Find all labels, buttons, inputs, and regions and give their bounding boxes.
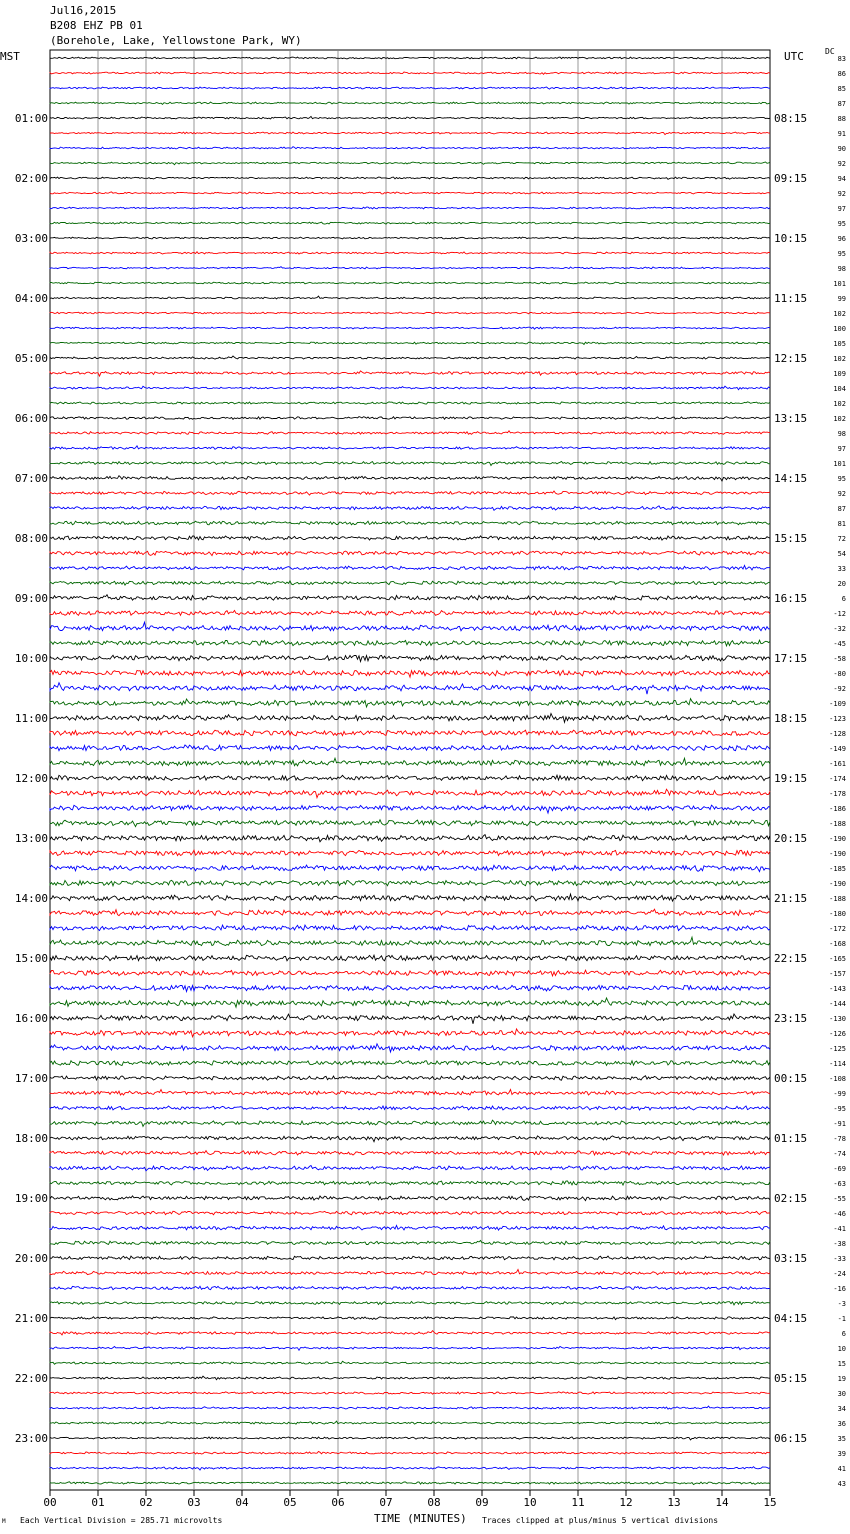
station-location: (Borehole, Lake, Yellowstone Park, WY) <box>50 34 302 47</box>
mst-hour-label: 18:00 <box>14 1132 48 1145</box>
mst-hour-label: 12:00 <box>14 772 48 785</box>
seismic-trace <box>50 1211 770 1215</box>
x-tick-label: 12 <box>619 1496 633 1509</box>
seismic-trace <box>50 462 770 466</box>
mst-hour-label: 13:00 <box>14 832 48 845</box>
utc-hour-label: 02:15 <box>774 1192 808 1205</box>
seismic-trace <box>50 1181 770 1185</box>
x-tick-label: 15 <box>763 1496 777 1509</box>
seismic-trace <box>50 758 770 766</box>
dc-offset-label: 109 <box>833 370 846 378</box>
dc-offset-label: 101 <box>833 280 846 288</box>
seismic-trace <box>50 699 770 707</box>
dc-label: DC <box>825 47 835 56</box>
mst-hour-label: 09:00 <box>14 592 48 605</box>
dc-offset-label: 105 <box>833 340 846 348</box>
seismic-trace <box>50 342 770 344</box>
mst-hour-label: 20:00 <box>14 1252 48 1265</box>
seismic-trace <box>50 1256 770 1260</box>
dc-offset-label: 72 <box>837 535 846 543</box>
corner-mark: M <box>2 1518 6 1525</box>
utc-hour-label: 18:15 <box>774 712 808 725</box>
dc-offset-label: -24 <box>833 1270 846 1278</box>
dc-offset-label: 94 <box>837 175 846 183</box>
seismic-trace <box>50 937 770 945</box>
seismic-trace <box>50 1225 770 1230</box>
seismic-trace <box>50 865 770 872</box>
seismic-trace <box>50 222 770 224</box>
dc-offset-label: -45 <box>833 640 846 648</box>
seismic-trace <box>50 1044 770 1052</box>
dc-offset-label: 99 <box>837 295 846 303</box>
seismic-trace <box>50 386 770 390</box>
dc-offset-label: -157 <box>829 970 846 978</box>
mst-hour-label: 02:00 <box>14 172 48 185</box>
dc-offset-label: -33 <box>833 1255 846 1263</box>
seismic-trace <box>50 835 770 842</box>
mst-hour-label: 10:00 <box>14 652 48 665</box>
dc-offset-label: -168 <box>829 940 846 948</box>
dc-offset-label: -95 <box>833 1105 846 1113</box>
seismic-trace <box>50 237 770 239</box>
seismic-trace <box>50 1361 770 1364</box>
dc-offset-label: 104 <box>833 385 846 393</box>
dc-offset-label: -188 <box>829 895 846 903</box>
seismic-trace <box>50 102 770 104</box>
seismic-trace <box>50 745 770 751</box>
seismic-trace <box>50 1452 770 1455</box>
mst-hour-label: 07:00 <box>14 472 48 485</box>
dc-offset-label: 102 <box>833 310 846 318</box>
utc-hour-label: 05:15 <box>774 1372 808 1385</box>
dc-offset-label: -109 <box>829 700 846 708</box>
x-tick-label: 10 <box>523 1496 537 1509</box>
mst-hour-label: 05:00 <box>14 352 48 365</box>
utc-hour-label: 17:15 <box>774 652 808 665</box>
x-tick-label: 13 <box>667 1496 681 1509</box>
dc-offset-label: -55 <box>833 1195 846 1203</box>
dc-offset-label: 43 <box>837 1480 846 1488</box>
utc-hour-label: 23:15 <box>774 1012 808 1025</box>
dc-offset-label: 20 <box>837 580 846 588</box>
dc-offset-label: 92 <box>837 160 846 168</box>
seismic-trace <box>50 192 770 194</box>
dc-offset-label: 87 <box>837 505 846 513</box>
dc-offset-label: -143 <box>829 985 846 993</box>
dc-offset-label: 98 <box>837 265 846 273</box>
dc-offset-label: 54 <box>837 550 846 558</box>
seismic-trace <box>50 1406 770 1409</box>
dc-offset-label: -16 <box>833 1285 846 1293</box>
x-tick-label: 07 <box>379 1496 393 1509</box>
dc-offset-label: -174 <box>829 775 846 783</box>
seismic-trace <box>50 1151 770 1155</box>
dc-offset-label: 102 <box>833 400 846 408</box>
x-tick-label: 09 <box>475 1496 489 1509</box>
utc-hour-label: 03:15 <box>774 1252 808 1265</box>
seismic-trace <box>50 1014 770 1024</box>
dc-offset-label: 100 <box>833 325 846 333</box>
seismic-trace <box>50 683 770 695</box>
utc-hour-label: 14:15 <box>774 472 808 485</box>
seismic-trace <box>50 880 770 886</box>
dc-offset-label: -165 <box>829 955 846 963</box>
seismic-trace <box>50 820 770 827</box>
utc-hour-label: 22:15 <box>774 952 808 965</box>
dc-offset-label: -69 <box>833 1165 846 1173</box>
dc-offset-label: 15 <box>837 1360 846 1368</box>
mst-hour-label: 23:00 <box>14 1432 48 1445</box>
seismic-trace <box>50 805 770 813</box>
dc-offset-label: 98 <box>837 430 846 438</box>
seismic-trace <box>50 282 770 284</box>
seismic-trace <box>50 595 770 600</box>
utc-hour-label: 01:15 <box>774 1132 808 1145</box>
seismic-trace <box>50 506 770 510</box>
seismic-trace <box>50 1421 770 1424</box>
dc-offset-label: -161 <box>829 760 846 768</box>
dc-offset-label: 87 <box>837 100 846 108</box>
dc-offset-label: 95 <box>837 475 846 483</box>
seismic-trace <box>50 1286 770 1289</box>
mst-hour-label: 01:00 <box>14 112 48 125</box>
seismic-trace <box>50 622 770 631</box>
mst-hour-label: 15:00 <box>14 952 48 965</box>
dc-offset-label: 102 <box>833 355 846 363</box>
seismic-trace <box>50 1060 770 1065</box>
seismic-trace <box>50 312 770 314</box>
seismic-trace <box>50 252 770 254</box>
seismic-trace <box>50 789 770 798</box>
dc-offset-label: -180 <box>829 910 846 918</box>
seismic-trace <box>50 1331 770 1335</box>
mst-hour-label: 22:00 <box>14 1372 48 1385</box>
x-tick-label: 14 <box>715 1496 729 1509</box>
utc-hour-label: 15:15 <box>774 532 808 545</box>
utc-hour-label: 09:15 <box>774 172 808 185</box>
dc-offset-label: -186 <box>829 805 846 813</box>
dc-offset-label: -123 <box>829 715 846 723</box>
dc-offset-label: 35 <box>837 1435 846 1443</box>
utc-hour-label: 11:15 <box>774 292 808 305</box>
seismic-trace <box>50 1392 770 1394</box>
seismic-trace <box>50 296 770 299</box>
seismic-trace <box>50 1376 770 1380</box>
seismic-trace <box>50 356 770 359</box>
seismic-trace <box>50 894 770 901</box>
seismic-trace <box>50 1090 770 1096</box>
seismic-trace <box>50 1029 770 1037</box>
dc-offset-label: -80 <box>833 670 846 678</box>
dc-offset-label: -99 <box>833 1090 846 1098</box>
seismic-trace <box>50 955 770 961</box>
utc-hour-label: 21:15 <box>774 892 808 905</box>
x-tick-label: 03 <box>187 1496 201 1509</box>
dc-offset-label: 92 <box>837 190 846 198</box>
x-tick-label: 04 <box>235 1496 249 1509</box>
dc-offset-label: 19 <box>837 1375 846 1383</box>
dc-offset-label: 91 <box>837 130 846 138</box>
dc-offset-label: -92 <box>833 685 846 693</box>
x-tick-label: 00 <box>43 1496 57 1509</box>
utc-hour-label: 19:15 <box>774 772 808 785</box>
dc-offset-label: -63 <box>833 1180 846 1188</box>
seismic-trace <box>50 998 770 1007</box>
dc-offset-label: 95 <box>837 250 846 258</box>
seismic-trace <box>50 371 770 376</box>
scale-note: Each Vertical Division = 285.71 microvolts <box>20 1516 223 1525</box>
seismic-trace <box>50 1270 770 1275</box>
dc-offset-label: 86 <box>837 70 846 78</box>
dc-offset-label: -1 <box>837 1315 846 1323</box>
seismic-trace <box>50 1166 770 1171</box>
dc-offset-label: 95 <box>837 220 846 228</box>
utc-hour-label: 12:15 <box>774 352 808 365</box>
dc-offset-label: 97 <box>837 205 846 213</box>
dc-offset-label: -114 <box>829 1060 846 1068</box>
dc-offset-label: -188 <box>829 820 846 828</box>
x-tick-label: 06 <box>331 1496 345 1509</box>
seismic-trace <box>50 655 770 661</box>
dc-offset-label: -3 <box>837 1300 846 1308</box>
utc-hour-label: 10:15 <box>774 232 808 245</box>
seismic-trace <box>50 640 770 646</box>
seismic-trace <box>50 491 770 495</box>
dc-offset-label: -125 <box>829 1045 846 1053</box>
seismic-trace <box>50 446 770 450</box>
seismic-trace <box>50 730 770 736</box>
dc-offset-label: -91 <box>833 1120 846 1128</box>
mst-hour-label: 04:00 <box>14 292 48 305</box>
seismic-trace <box>50 132 770 135</box>
station-code: B208 EHZ PB 01 <box>50 19 143 32</box>
dc-offset-label: -74 <box>833 1150 846 1158</box>
seismic-trace <box>50 1467 770 1470</box>
dc-offset-label: 10 <box>837 1345 846 1353</box>
seismic-trace <box>50 1302 770 1305</box>
mst-hour-label: 21:00 <box>14 1312 48 1325</box>
dc-offset-label: -78 <box>833 1135 846 1143</box>
seismic-trace <box>50 714 770 723</box>
dc-offset-label: 96 <box>837 235 846 243</box>
seismic-trace <box>50 116 770 119</box>
dc-offset-label: -190 <box>829 880 846 888</box>
utc-hour-label: 00:15 <box>774 1072 808 1085</box>
dc-offset-label: 6 <box>841 1330 846 1338</box>
dc-offset-label: -12 <box>833 610 846 618</box>
left-axis-title: MST <box>0 50 20 63</box>
x-tick-label: 08 <box>427 1496 441 1509</box>
dc-offset-label: -41 <box>833 1225 846 1233</box>
seismic-trace <box>50 417 770 420</box>
dc-offset-label: 30 <box>837 1390 846 1398</box>
dc-offset-label: -172 <box>829 925 846 933</box>
seismic-trace <box>50 267 770 269</box>
seismic-trace <box>50 1120 770 1126</box>
seismic-trace <box>50 72 770 74</box>
chart-date: Jul16,2015 <box>50 4 117 17</box>
seismic-trace <box>50 970 770 976</box>
dc-offset-label: -108 <box>829 1075 846 1083</box>
seismic-trace <box>50 985 770 991</box>
dc-offset-label: 83 <box>837 55 846 63</box>
seismic-trace <box>50 402 770 404</box>
dc-offset-label: -126 <box>829 1030 846 1038</box>
dc-offset-label: 81 <box>837 520 846 528</box>
seismic-trace <box>50 476 770 481</box>
seismic-trace <box>50 551 770 556</box>
mst-hour-label: 03:00 <box>14 232 48 245</box>
seismic-trace <box>50 431 770 435</box>
mst-hour-label: 11:00 <box>14 712 48 725</box>
seismic-trace <box>50 1437 770 1440</box>
seismic-trace <box>50 87 770 89</box>
seismic-trace <box>50 1241 770 1245</box>
seismic-trace <box>50 925 770 931</box>
utc-hour-label: 04:15 <box>774 1312 808 1325</box>
dc-offset-label: -130 <box>829 1015 846 1023</box>
utc-hour-label: 13:15 <box>774 412 808 425</box>
seismic-trace <box>50 775 770 780</box>
seismic-trace <box>50 909 770 915</box>
seismic-trace <box>50 521 770 525</box>
seismic-trace <box>50 850 770 855</box>
dc-offset-label: 97 <box>837 445 846 453</box>
x-tick-label: 05 <box>283 1496 297 1509</box>
dc-offset-label: 90 <box>837 145 846 153</box>
seismic-trace <box>50 207 770 209</box>
dc-offset-label: 92 <box>837 490 846 498</box>
seismic-trace <box>50 57 770 59</box>
seismic-trace <box>50 1346 770 1350</box>
dc-offset-label: -149 <box>829 745 846 753</box>
dc-offset-label: -190 <box>829 835 846 843</box>
seismic-trace <box>50 565 770 570</box>
seismic-trace <box>50 1136 770 1142</box>
dc-offset-label: 34 <box>837 1405 846 1413</box>
clip-note: Traces clipped at plus/minus 5 vertical divisions <box>482 1516 719 1525</box>
dc-offset-label: 41 <box>837 1465 846 1473</box>
dc-offset-label: 88 <box>837 115 846 123</box>
seismic-trace <box>50 1317 770 1320</box>
dc-offset-label: -38 <box>833 1240 846 1248</box>
dc-offset-label: 39 <box>837 1450 846 1458</box>
dc-offset-label: -185 <box>829 865 846 873</box>
mst-hour-label: 16:00 <box>14 1012 48 1025</box>
dc-offset-label: 36 <box>837 1420 846 1428</box>
seismic-trace <box>50 162 770 165</box>
dc-offset-label: -32 <box>833 625 846 633</box>
mst-hour-label: 17:00 <box>14 1072 48 1085</box>
dc-offset-label: 101 <box>833 460 846 468</box>
seismic-trace <box>50 1106 770 1110</box>
seismic-trace <box>50 536 770 540</box>
right-axis-title: UTC <box>784 50 804 63</box>
dc-offset-label: 102 <box>833 415 846 423</box>
mst-hour-label: 14:00 <box>14 892 48 905</box>
seismic-trace <box>50 670 770 677</box>
utc-hour-label: 20:15 <box>774 832 808 845</box>
dc-offset-label: -46 <box>833 1210 846 1218</box>
dc-offset-label: -128 <box>829 730 846 738</box>
dc-offset-label: -144 <box>829 1000 846 1008</box>
seismic-trace <box>50 147 770 149</box>
dc-offset-label: -58 <box>833 655 846 663</box>
x-axis-title: TIME (MINUTES) <box>374 1512 467 1525</box>
seismic-trace <box>50 611 770 616</box>
seismic-trace <box>50 581 770 585</box>
mst-hour-label: 08:00 <box>14 532 48 545</box>
dc-offset-label: 85 <box>837 85 846 93</box>
utc-hour-label: 08:15 <box>774 112 808 125</box>
x-tick-label: 01 <box>91 1496 105 1509</box>
dc-offset-label: -178 <box>829 790 846 798</box>
seismic-trace <box>50 1482 770 1485</box>
utc-hour-label: 16:15 <box>774 592 808 605</box>
dc-offset-label: -190 <box>829 850 846 858</box>
seismic-trace <box>50 1076 770 1081</box>
x-tick-label: 11 <box>571 1496 585 1509</box>
seismic-trace <box>50 177 770 179</box>
mst-hour-label: 06:00 <box>14 412 48 425</box>
x-tick-label: 02 <box>139 1496 153 1509</box>
seismic-trace <box>50 1196 770 1201</box>
dc-offset-label: 6 <box>841 595 846 603</box>
seismic-trace <box>50 327 770 329</box>
dc-offset-label: 33 <box>837 565 846 573</box>
mst-hour-label: 19:00 <box>14 1192 48 1205</box>
utc-hour-label: 06:15 <box>774 1432 808 1445</box>
